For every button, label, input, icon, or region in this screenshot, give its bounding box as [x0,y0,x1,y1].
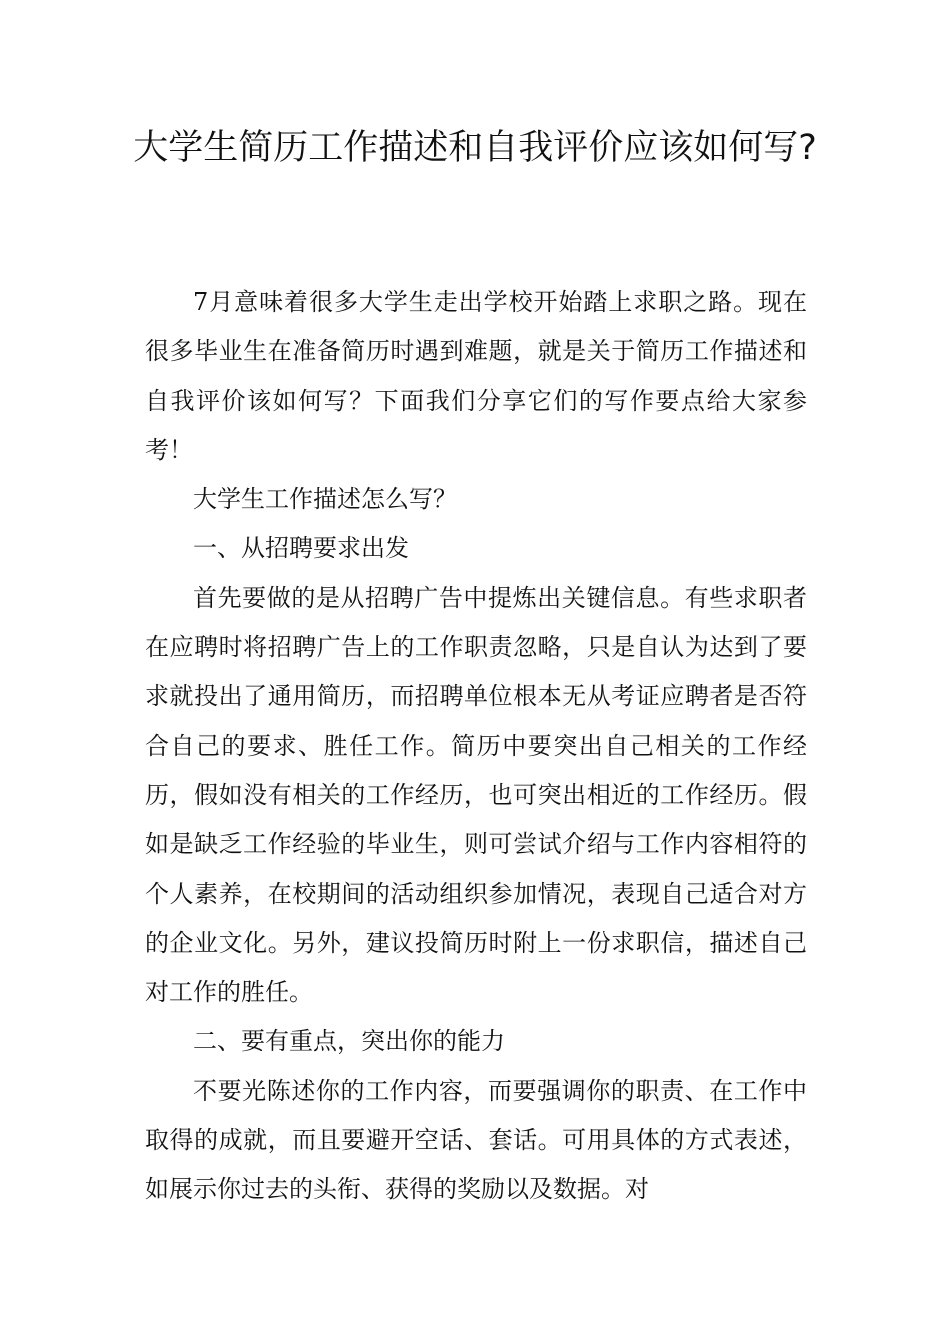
paragraph-intro: 7月意味着很多大学生走出学校开始踏上求职之路。现在很多毕业生在准备简历时遇到难题，就是关于简历工作描述和自我评价该如何写？下面我们分享它们的写作要点给大家参考！ [145,288,807,464]
document-body [145,278,807,1215]
paragraph-subheading-1: 一、从招聘要求出发 [193,534,409,563]
document-title: 大学生简历工作描述和自我评价应该如何写? [133,128,817,168]
paragraph-section-heading: 大学生工作描述怎么写？ [193,485,457,514]
paragraph-body-1: 首先要做的是从招聘广告中提炼出关键信息。有些求职者在应聘时将招聘广告上的工作职责忽略，只是自认为达到了要求就投出了通用简历，而招聘单位根本无从考证应聘者是否符合自己的要求、胜任工作。简历中要突出自己相关的工作经历，假如没有相关的工作经历，也可突出相近的工作经历。假如是缺乏工作经验的毕业生，则可尝试介绍与工作内容相符的个人素养，在校期间的活动组织参加情况，表现自己适合对方的企业文化。另外，建议投简历时附上一份求职信，描述自己对工作的胜任。 [145,583,807,1007]
paragraph-subheading-2: 二、要有重点，突出你的能力 [193,1027,505,1056]
paragraph-body-2: 不要光陈述你的工作内容，而要强调你的职责、在工作中取得的成就，而且要避开空话、套话。可用具体的方式表述，如展示你过去的头衔、获得的奖励以及数据。对 [145,1076,807,1204]
